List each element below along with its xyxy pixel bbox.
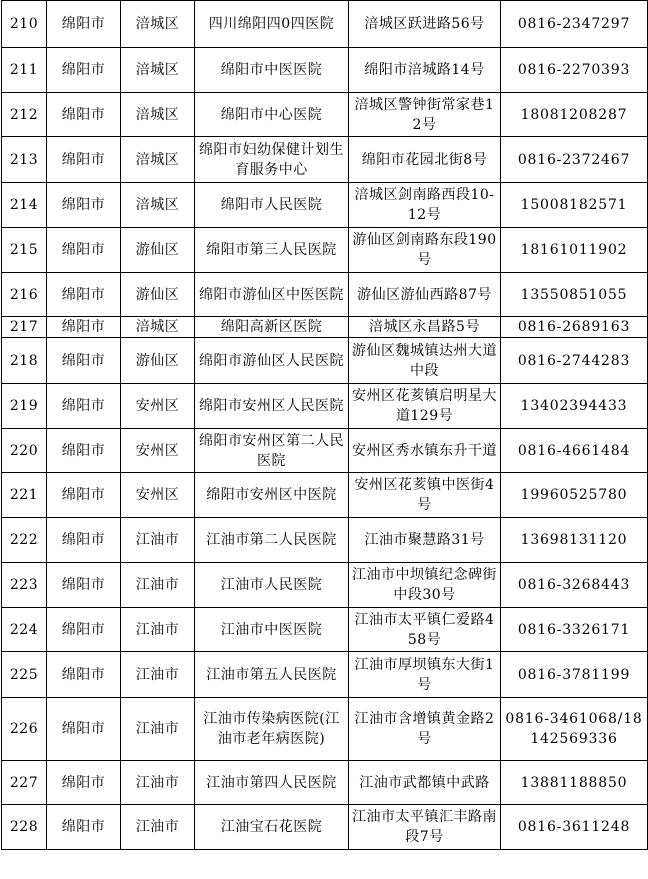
table-row bbox=[2, 273, 648, 317]
address-cell: 江油市含增镇黄金路2号 bbox=[349, 698, 501, 761]
table-row bbox=[2, 183, 648, 228]
city-cell: 绵阳市 bbox=[47, 563, 121, 608]
hospital-name-cell: 四川绵阳四0四医院 bbox=[195, 1, 349, 48]
table-row bbox=[2, 608, 648, 652]
table-row bbox=[2, 518, 648, 563]
city-cell: 绵阳市 bbox=[47, 48, 121, 93]
row-number: 218 bbox=[2, 338, 47, 384]
table-row bbox=[2, 338, 648, 384]
address-cell: 涪城区剑南路西段10-12号 bbox=[349, 183, 501, 228]
district-cell: 涪城区 bbox=[121, 183, 195, 228]
hospital-name-cell: 绵阳市游仙区人民医院 bbox=[195, 338, 349, 384]
address-cell: 江油市太平镇汇丰路南段7号 bbox=[349, 805, 501, 850]
address-cell: 游仙区魏城镇达州大道中段 bbox=[349, 338, 501, 384]
district-cell: 游仙区 bbox=[121, 338, 195, 384]
phone-cell: 13550851055 bbox=[501, 273, 648, 317]
district-cell: 江油市 bbox=[121, 563, 195, 608]
table-row bbox=[2, 137, 648, 183]
phone-cell: 18161011902 bbox=[501, 228, 648, 273]
phone-cell: 18081208287 bbox=[501, 93, 648, 137]
row-number: 220 bbox=[2, 429, 47, 473]
table-row bbox=[2, 228, 648, 273]
address-cell: 江油市聚慧路31号 bbox=[349, 518, 501, 563]
district-cell: 涪城区 bbox=[121, 317, 195, 338]
hospital-name-cell: 江油市第四人民医院 bbox=[195, 761, 349, 805]
phone-cell: 0816-2744283 bbox=[501, 338, 648, 384]
hospital-name-cell: 绵阳市第三人民医院 bbox=[195, 228, 349, 273]
row-number: 210 bbox=[2, 1, 47, 48]
city-cell: 绵阳市 bbox=[47, 518, 121, 563]
hospital-name-cell: 绵阳市妇幼保健计划生育服务中心 bbox=[195, 137, 349, 183]
row-number: 225 bbox=[2, 652, 47, 698]
district-cell: 涪城区 bbox=[121, 93, 195, 137]
district-cell: 安州区 bbox=[121, 384, 195, 429]
phone-cell: 0816-3326171 bbox=[501, 608, 648, 652]
address-cell: 安州区秀水镇东升干道 bbox=[349, 429, 501, 473]
hospital-name-cell: 江油宝石花医院 bbox=[195, 805, 349, 850]
district-cell: 安州区 bbox=[121, 429, 195, 473]
city-cell: 绵阳市 bbox=[47, 761, 121, 805]
address-cell: 安州区花荄镇中医街4号 bbox=[349, 473, 501, 518]
city-cell: 绵阳市 bbox=[47, 384, 121, 429]
address-cell: 江油市武都镇中武路 bbox=[349, 761, 501, 805]
phone-cell: 13698131120 bbox=[501, 518, 648, 563]
hospital-name-cell: 绵阳高新区医院 bbox=[195, 317, 349, 338]
row-number: 226 bbox=[2, 698, 47, 761]
hospital-name-cell: 江油市人民医院 bbox=[195, 563, 349, 608]
row-number: 213 bbox=[2, 137, 47, 183]
hospital-name-cell: 江油市第二人民医院 bbox=[195, 518, 349, 563]
hospital-name-cell: 江油市传染病医院(江油市老年病医院) bbox=[195, 698, 349, 761]
row-number: 227 bbox=[2, 761, 47, 805]
table-row bbox=[2, 384, 648, 429]
city-cell: 绵阳市 bbox=[47, 652, 121, 698]
phone-cell: 13881188850 bbox=[501, 761, 648, 805]
hospital-name-cell: 绵阳市安州区人民医院 bbox=[195, 384, 349, 429]
address-cell: 绵阳市涪城路14号 bbox=[349, 48, 501, 93]
phone-cell: 0816-2347297 bbox=[501, 1, 648, 48]
table-row bbox=[2, 317, 648, 338]
phone-cell: 0816-2372467 bbox=[501, 137, 648, 183]
row-number: 214 bbox=[2, 183, 47, 228]
phone-cell: 19960525780 bbox=[501, 473, 648, 518]
district-cell: 江油市 bbox=[121, 652, 195, 698]
city-cell: 绵阳市 bbox=[47, 93, 121, 137]
district-cell: 涪城区 bbox=[121, 137, 195, 183]
district-cell: 江油市 bbox=[121, 761, 195, 805]
city-cell: 绵阳市 bbox=[47, 317, 121, 338]
row-number: 212 bbox=[2, 93, 47, 137]
phone-cell: 13402394433 bbox=[501, 384, 648, 429]
city-cell: 绵阳市 bbox=[47, 338, 121, 384]
city-cell: 绵阳市 bbox=[47, 183, 121, 228]
district-cell: 游仙区 bbox=[121, 273, 195, 317]
city-cell: 绵阳市 bbox=[47, 473, 121, 518]
address-cell: 涪城区永昌路5号 bbox=[349, 317, 501, 338]
row-number: 215 bbox=[2, 228, 47, 273]
phone-cell: 15008182571 bbox=[501, 183, 648, 228]
row-number: 219 bbox=[2, 384, 47, 429]
address-cell: 江油市中坝镇纪念碑街中段30号 bbox=[349, 563, 501, 608]
table-row bbox=[2, 563, 648, 608]
address-cell: 游仙区游仙西路87号 bbox=[349, 273, 501, 317]
address-cell: 江油市太平镇仁爱路458号 bbox=[349, 608, 501, 652]
table-row bbox=[2, 48, 648, 93]
hospital-name-cell: 绵阳市中医医院 bbox=[195, 48, 349, 93]
hospital-name-cell: 绵阳市中心医院 bbox=[195, 93, 349, 137]
table-row bbox=[2, 93, 648, 137]
city-cell: 绵阳市 bbox=[47, 805, 121, 850]
row-number: 216 bbox=[2, 273, 47, 317]
city-cell: 绵阳市 bbox=[47, 273, 121, 317]
table-row bbox=[2, 761, 648, 805]
hospital-name-cell: 绵阳市安州区第二人民医院 bbox=[195, 429, 349, 473]
row-number: 211 bbox=[2, 48, 47, 93]
hospital-name-cell: 绵阳市游仙区中医医院 bbox=[195, 273, 349, 317]
hospital-name-cell: 绵阳市安州区中医院 bbox=[195, 473, 349, 518]
address-cell: 江油市厚坝镇东大街1号 bbox=[349, 652, 501, 698]
table-row bbox=[2, 1, 648, 48]
address-cell: 涪城区跃进路56号 bbox=[349, 1, 501, 48]
table-row bbox=[2, 429, 648, 473]
row-number: 228 bbox=[2, 805, 47, 850]
district-cell: 游仙区 bbox=[121, 228, 195, 273]
city-cell: 绵阳市 bbox=[47, 137, 121, 183]
row-number: 222 bbox=[2, 518, 47, 563]
row-number: 221 bbox=[2, 473, 47, 518]
row-number: 224 bbox=[2, 608, 47, 652]
city-cell: 绵阳市 bbox=[47, 429, 121, 473]
district-cell: 江油市 bbox=[121, 805, 195, 850]
table-row bbox=[2, 805, 648, 850]
city-cell: 绵阳市 bbox=[47, 228, 121, 273]
row-number: 223 bbox=[2, 563, 47, 608]
city-cell: 绵阳市 bbox=[47, 1, 121, 48]
district-cell: 江油市 bbox=[121, 518, 195, 563]
district-cell: 涪城区 bbox=[121, 48, 195, 93]
phone-cell: 0816-3461068/18142569336 bbox=[501, 698, 648, 761]
phone-cell: 0816-4661484 bbox=[501, 429, 648, 473]
table-row bbox=[2, 652, 648, 698]
address-cell: 安州区花荄镇启明星大道129号 bbox=[349, 384, 501, 429]
phone-cell: 0816-2270393 bbox=[501, 48, 648, 93]
table-row bbox=[2, 473, 648, 518]
hospital-name-cell: 江油市第五人民医院 bbox=[195, 652, 349, 698]
district-cell: 江油市 bbox=[121, 698, 195, 761]
hospital-table bbox=[1, 0, 648, 850]
phone-cell: 0816-3611248 bbox=[501, 805, 648, 850]
phone-cell: 0816-2689163 bbox=[501, 317, 648, 338]
district-cell: 江油市 bbox=[121, 608, 195, 652]
district-cell: 涪城区 bbox=[121, 1, 195, 48]
address-cell: 涪城区警钟街常家巷12号 bbox=[349, 93, 501, 137]
city-cell: 绵阳市 bbox=[47, 698, 121, 761]
phone-cell: 0816-3781199 bbox=[501, 652, 648, 698]
district-cell: 安州区 bbox=[121, 473, 195, 518]
table-body bbox=[2, 1, 648, 850]
hospital-name-cell: 绵阳市人民医院 bbox=[195, 183, 349, 228]
city-cell: 绵阳市 bbox=[47, 608, 121, 652]
hospital-name-cell: 江油市中医医院 bbox=[195, 608, 349, 652]
row-number: 217 bbox=[2, 317, 47, 338]
table-row bbox=[2, 698, 648, 761]
phone-cell: 0816-3268443 bbox=[501, 563, 648, 608]
address-cell: 游仙区剑南路东段190号 bbox=[349, 228, 501, 273]
address-cell: 绵阳市花园北街8号 bbox=[349, 137, 501, 183]
